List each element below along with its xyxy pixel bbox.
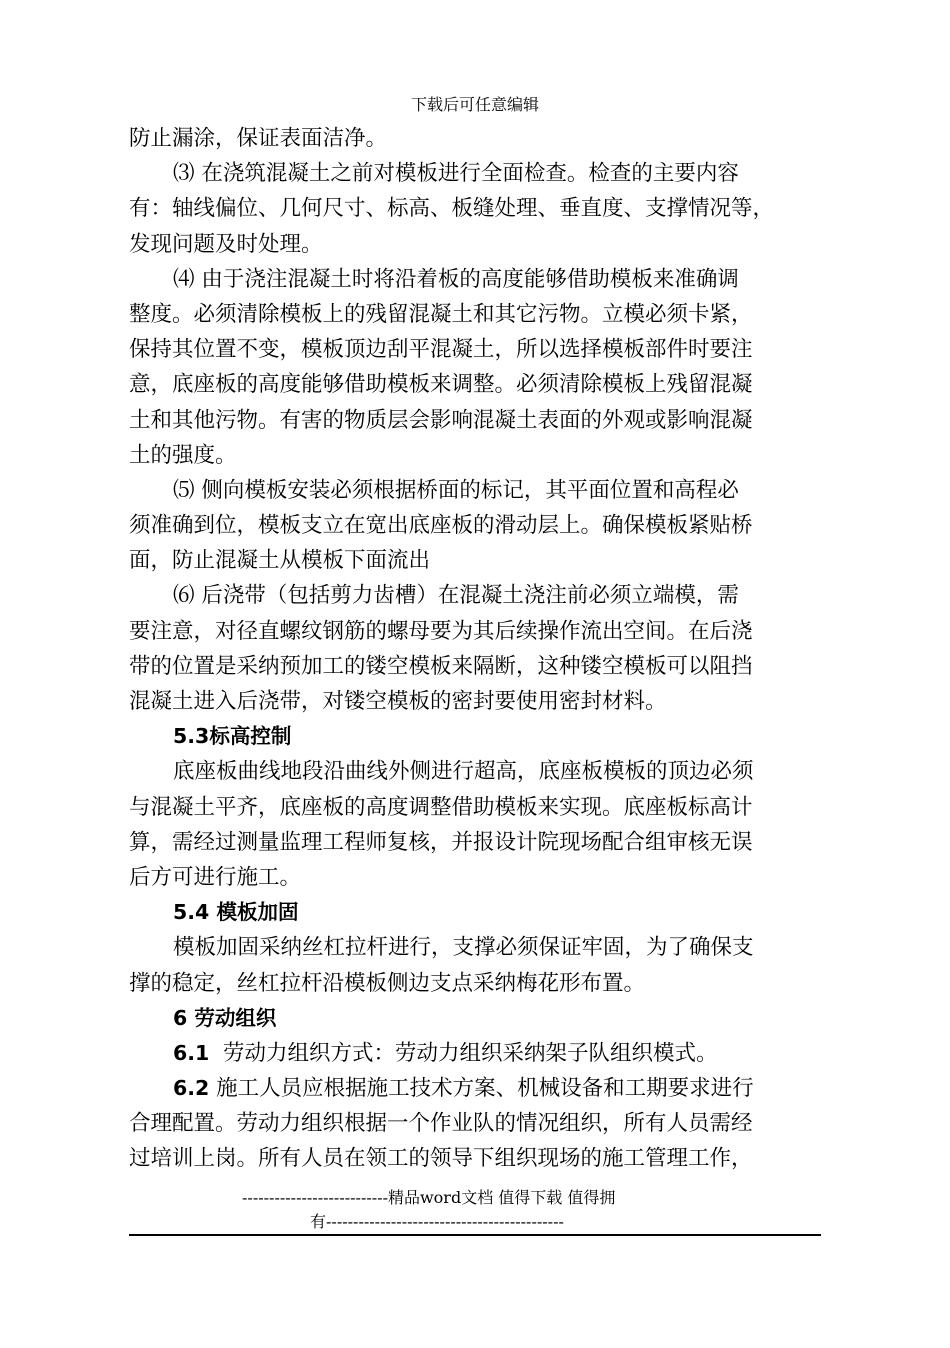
text-line: ⑶ 在浇筑混凝土之前对模板进行全面检查。检查的主要内容 xyxy=(173,161,739,187)
section-heading: 5.3标高控制 xyxy=(173,724,292,749)
text-line: 发现问题及时处理。 xyxy=(129,231,323,257)
section-heading: 6 劳动组织 xyxy=(173,1005,277,1030)
item-number: 6.1 xyxy=(173,1040,210,1065)
text-line: 合理配置。劳动力组织根据一个作业队的情况组织，所有人员需经 xyxy=(129,1111,753,1137)
text-line: ⑷ 由于浇注混凝土时将沿着板的高度能够借助模板来准确调 xyxy=(173,266,739,292)
text-line: 要注意，对径直螺纹钢筋的螺母要为其后续操作流出空间。在后浇 xyxy=(129,618,753,644)
text-line: 算，需经过测量监理工程师复核，并报设计院现场配合组审核无误 xyxy=(129,829,753,855)
text-line: 混凝土进入后浇带，对镂空模板的密封要使用密封材料。 xyxy=(129,689,667,714)
text-line: 须准确到位，模板支立在宽出底座板的滑动层上。确保模板紧贴桥 xyxy=(129,513,753,539)
footer-text: ---------------------------精品word文档 值得下载 值得拥 xyxy=(242,1188,616,1207)
text-line: 保持其位置不变，模板顶边刮平混凝土，所以选择模板部件时要注 xyxy=(129,337,753,363)
text-line: 意，底座板的高度能够借助模板来调整。必须清除模板上残留混凝 xyxy=(129,372,753,398)
item-text: 施工人员应根据施工技术方案、机械设备和工期要求进行 xyxy=(216,1076,754,1102)
section-heading: 5.4 模板加固 xyxy=(173,900,299,925)
page-header: 下载后可任意编辑 xyxy=(410,95,539,114)
text-line: 土的强度。 xyxy=(129,442,237,468)
text-line: ⑹ 后浇带（包括剪力齿槽）在混凝土浇注前必须立端模，需 xyxy=(173,583,739,609)
footer-rule xyxy=(129,1234,821,1236)
text-line: 防止漏涂，保证表面洁净。 xyxy=(129,126,388,151)
numbered-line xyxy=(129,1071,821,1106)
text-line: 有：轴线偏位、几何尺寸、标高、板缝处理、垂直度、支撑情况等， xyxy=(129,196,775,222)
text-line: 面，防止混凝土从模板下面流出 xyxy=(129,548,431,574)
text-line: 过培训上岗。所有人员在领工的领导下组织现场的施工管理工作， xyxy=(129,1146,753,1172)
text-line: 整度。必须清除模板上的残留混凝土和其它污物。立模必须卡紧， xyxy=(129,301,753,327)
text-line: 与混凝土平齐，底座板的高度调整借助模板来实现。底座板标高计 xyxy=(129,794,753,820)
document-body xyxy=(129,121,821,1177)
text-line: 后方可进行施工。 xyxy=(129,864,302,890)
item-number: 6.2 xyxy=(173,1076,210,1101)
text-line: 带的位置是采纳预加工的镂空模板来隔断，这种镂空模板可以阻挡 xyxy=(129,653,753,679)
text-line: ⑸ 侧向模板安装必须根据桥面的标记，其平面位置和高程必 xyxy=(173,477,739,503)
footer-text: 有-------------------------------------------- xyxy=(310,1212,564,1231)
text-line: 土和其他污物。有害的物质层会影响混凝土表面的外观或影响混凝 xyxy=(129,407,753,433)
numbered-line xyxy=(129,1036,821,1071)
text-line: 模板加固采纳丝杠拉杆进行，支撑必须保证牢固，为了确保支 xyxy=(173,935,754,961)
text-line: 撑的稳定，丝杠拉杆沿模板侧边支点采纳梅花形布置。 xyxy=(129,970,646,996)
text-line: 底座板曲线地段沿曲线外侧进行超高，底座板模板的顶边必须 xyxy=(173,759,754,785)
item-text: 劳动力组织方式：劳动力组织采纳架子队组织模式。 xyxy=(223,1040,718,1066)
